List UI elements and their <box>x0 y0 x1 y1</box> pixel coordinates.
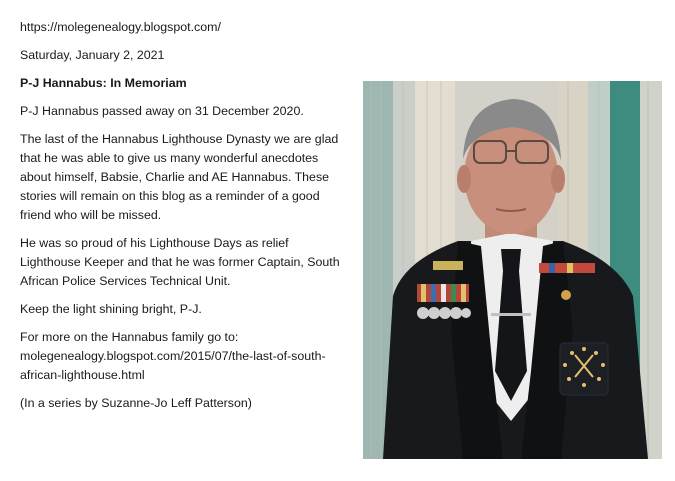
post-paragraph-5: For more on the Hannabus family go to: molegenealogy.blogspot.com/2015/07/the-last-of-south-african-lighthouse.html <box>20 330 326 382</box>
blog-url[interactable]: https://molegenealogy.blogspot.com/ <box>20 20 221 34</box>
post-date: Saturday, January 2, 2021 <box>20 48 165 62</box>
post-paragraph-2: The last of the Hannabus Lighthouse Dynasty we are glad that he was able to give us many wonderful anecdotes about himself, Babsie, Charlie and AE Hannabus. These stories will remain on this blog as a reminder of a good friend who will be missed. <box>20 132 339 222</box>
medal-ribbons <box>417 284 469 302</box>
memorial-photo <box>363 81 662 459</box>
post-text-column <box>20 18 350 422</box>
name-badge <box>433 261 463 270</box>
tie-bar <box>491 313 531 316</box>
post-paragraph-1: P-J Hannabus passed away on 31 December 2020. <box>20 104 304 118</box>
post-paragraph-3: He was so proud of his Lighthouse Days as relief Lighthouse Keeper and that he was former Captain, South African Police Services Technical Unit. <box>20 236 340 288</box>
post-paragraph-4: Keep the light shining bright, P-J. <box>20 302 202 316</box>
post-title: P-J Hannabus: In Memoriam <box>20 76 187 90</box>
post-paragraph-6: (In a series by Suzanne-Jo Leff Patterson) <box>20 396 252 410</box>
